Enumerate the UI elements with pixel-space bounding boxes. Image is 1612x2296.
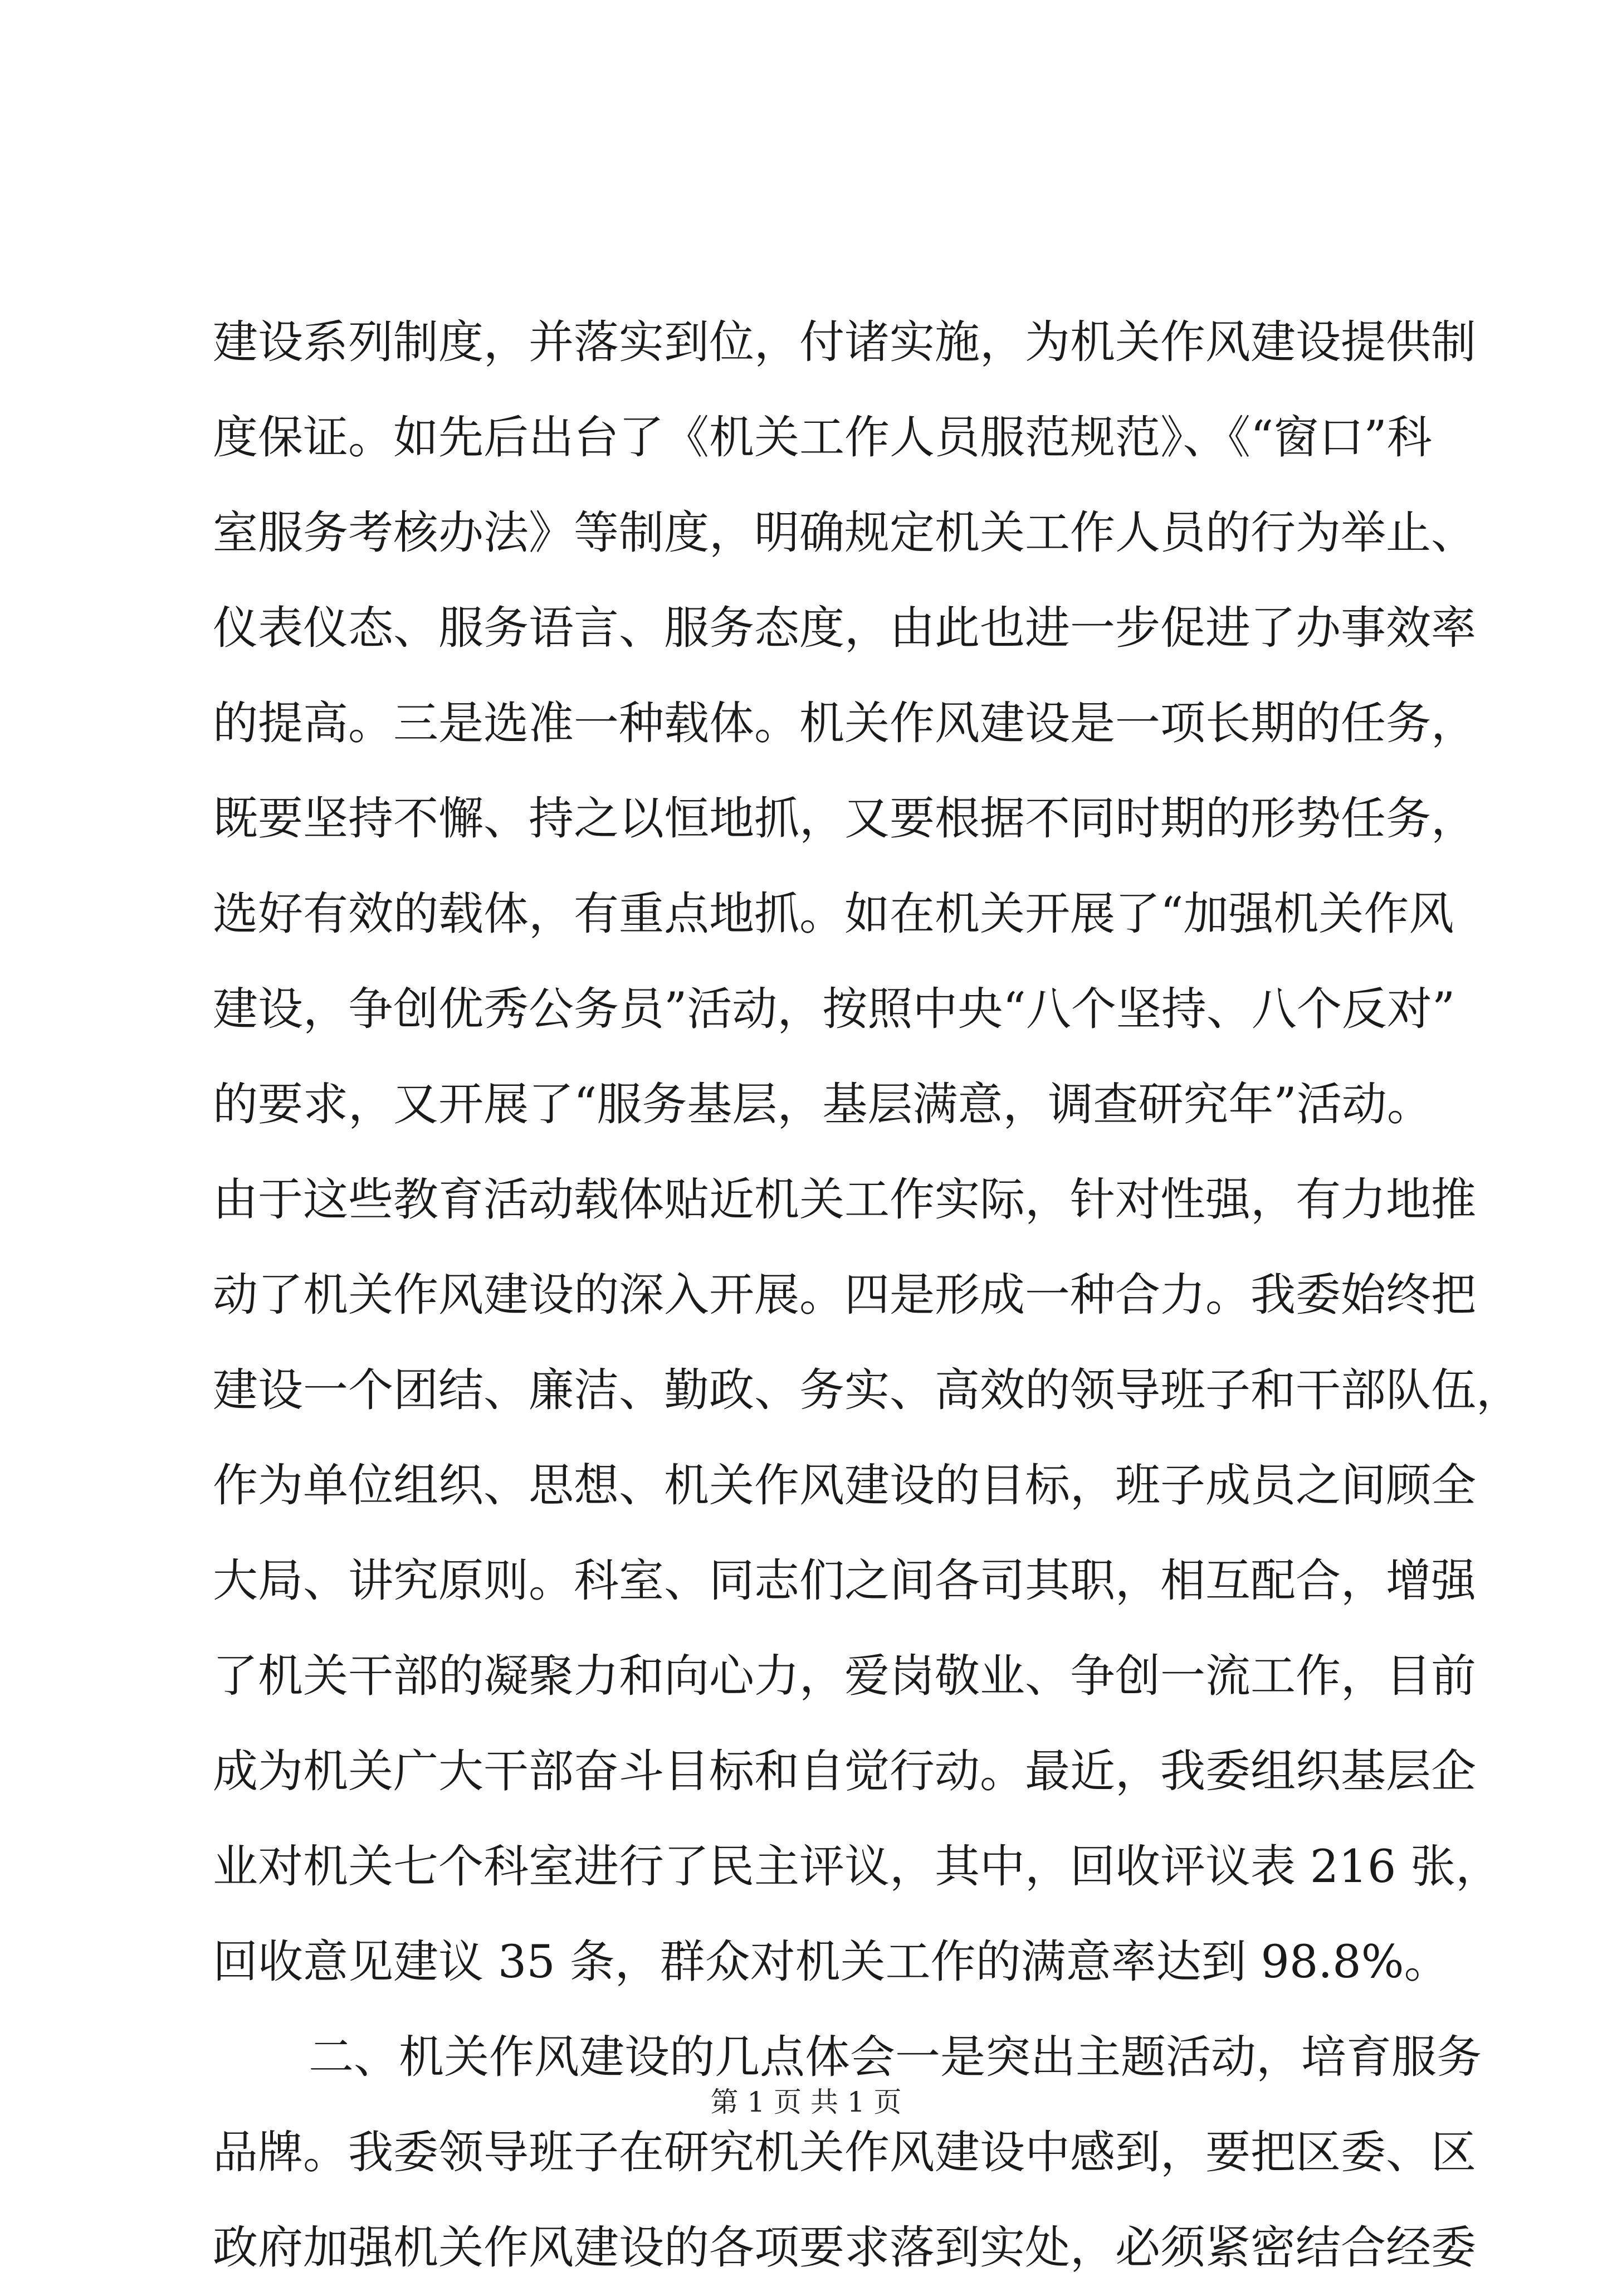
text-line: 业对机关七个科室进行了民主评议，其中，回收评议表 216 张， — [213, 1841, 1501, 1893]
text-line: 了机关干部的凝聚力和向心力，爱岗敬业、争创一流工作，目前 — [213, 1650, 1477, 1703]
page-footer: 第 1 页 共 1 页 — [710, 2086, 902, 2118]
text-line: 建设一个团结、廉洁、勤政、务实、高效的领导班子和干部队伍， — [213, 1364, 1522, 1417]
text-line: 政府加强机关作风建设的各项要求落到实处，必须紧密结合经委 — [213, 2222, 1477, 2274]
text-line: 度保证。如先后出台了《机关工作人员服范规范》、《“窗口”科 — [213, 412, 1432, 464]
text-line: 由于这些教育活动载体贴近机关工作实际，针对性强，有力地推 — [213, 1174, 1477, 1226]
paragraph-end-line: 回收意见建议 35 条，群众对机关工作的满意率达到 98.8%。 — [213, 1936, 1449, 1988]
text-line: 仪表仪态、服务语言、服务态度，由此也进一步促进了办事效率 — [213, 602, 1477, 655]
text-line: 建设系列制度，并落实到位，付诸实施，为机关作风建设提供制 — [213, 316, 1477, 369]
text-line: 室服务考核办法》等制度，明确规定机关工作人员的行为举止、 — [213, 507, 1477, 559]
text-line: 的提高。三是选准一种载体。机关作风建设是一项长期的任务， — [213, 698, 1477, 750]
text-line: 建设，争创优秀公务员”活动，按照中央“八个坚持、八个反对” — [213, 983, 1455, 1036]
text-line: 选好有效的载体，有重点地抓。如在机关开展了“加强机关作风 — [213, 888, 1454, 940]
text-line: 既要坚持不懈、持之以恒地抓，又要根据不同时期的形势任务， — [213, 793, 1477, 845]
text-line: 品牌。我委领导班子在研究机关作风建设中感到，要把区委、区 — [213, 2127, 1477, 2179]
text-line: 的要求，又开展了“服务基层，基层满意，调查研究年”活动。 — [213, 1079, 1432, 1131]
document-body — [213, 295, 1522, 2296]
text-line: 大局、讲究原则。科室、同志们之间各司其职，相互配合，增强 — [213, 1555, 1477, 1607]
paragraph-start-line: 二、机关作风建设的几点体会一是突出主题活动，培育服务 — [309, 2031, 1482, 2084]
text-line: 动了机关作风建设的深入开展。四是形成一种合力。我委始终把 — [213, 1269, 1477, 1322]
text-line: 作为单位组织、思想、机关作风建设的目标，班子成员之间顾全 — [213, 1460, 1477, 1512]
text-line: 成为机关广大干部奋斗目标和自觉行动。最近，我委组织基层企 — [213, 1746, 1477, 1798]
